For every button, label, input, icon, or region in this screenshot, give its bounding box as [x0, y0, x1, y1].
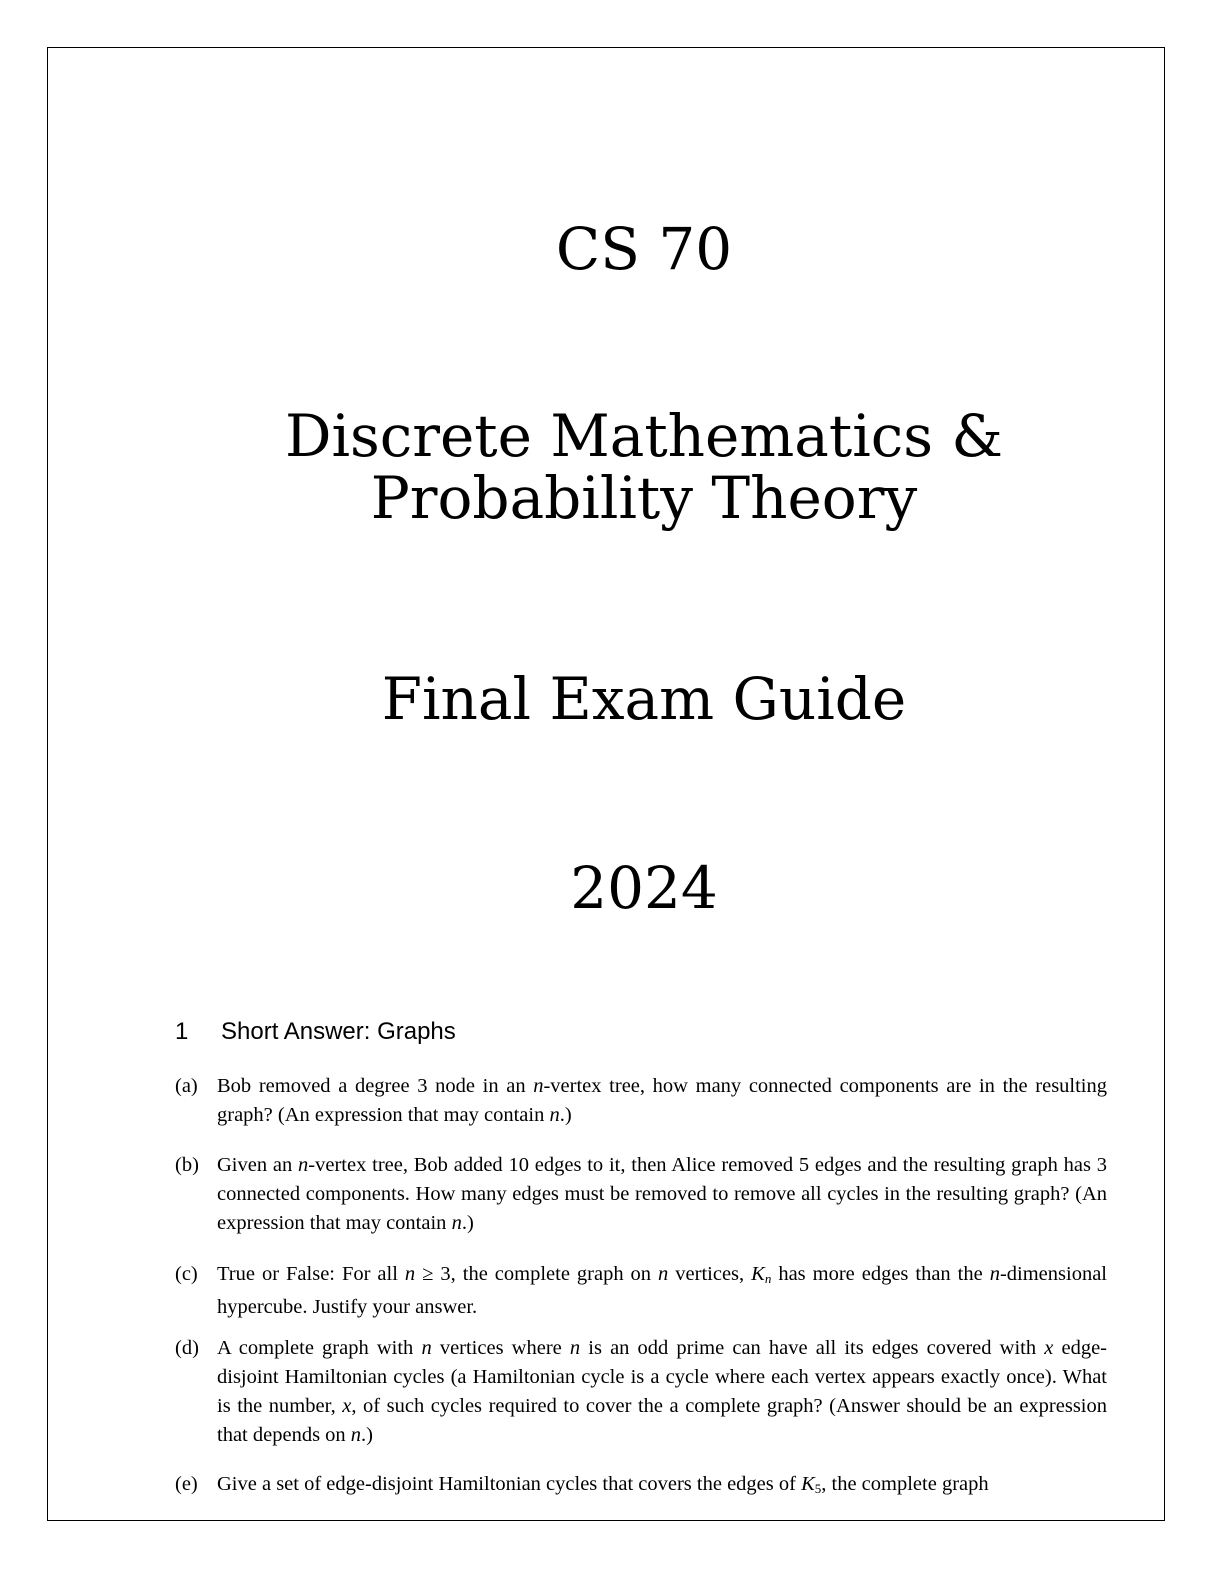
- question-label: (c): [175, 1263, 198, 1285]
- year-title: 2024: [570, 854, 718, 922]
- course-name-line-2: Probability Theory: [370, 464, 918, 532]
- section-title: Short Answer: Graphs: [221, 1018, 456, 1045]
- question-text: Give a set of edge-disjoint Hamiltonian cycles that covers the edges of $K_5$, the complete graph: [217, 1473, 989, 1496]
- question-label: (b): [175, 1154, 199, 1176]
- question-text: Bob removed a degree 3 node in an n-vertex tree, how many connected components are in the resulting graph? (An expression that may contain n.): [217, 1075, 1108, 1126]
- question-text: True or False: For all n ≥ 3, the complete graph on n vertices, $K_n$ has more edges than the n-dimensional hypercube. Justify your answer.: [217, 1263, 1107, 1318]
- question-c: [175, 1260, 1107, 1322]
- question-label: (d): [175, 1337, 199, 1359]
- question-a: [175, 1072, 1107, 1130]
- section-number: 1: [175, 1018, 189, 1045]
- section-heading: [175, 1018, 456, 1046]
- question-label: (e): [175, 1473, 198, 1495]
- course-title: CS 70: [555, 215, 733, 283]
- question-text: Given an n-vertex tree, Bob added 10 edges to it, then Alice removed 5 edges and the resulting graph has 3 connected components. How many edges must be removed to remove all cycles in the resulting graph? (An expression that may contain n.): [217, 1154, 1107, 1234]
- guide-title: Final Exam Guide: [381, 665, 907, 733]
- question-e: [175, 1470, 1107, 1503]
- question-b: [175, 1151, 1107, 1238]
- question-label: (a): [175, 1075, 198, 1097]
- course-name: [47, 402, 1224, 532]
- question-text: A complete graph with n vertices where n is an odd prime can have all its edges covered with x edge-disjoint Hamiltonian cycles (a Hamiltonian cycle is a cycle where each vertex appears exactly once). What is the number, x, of such cycles required to cover the a complete graph? (Answer should be an expression that depends on n.): [217, 1337, 1107, 1446]
- course-name-line-1: Discrete Mathematics &: [284, 402, 1004, 470]
- question-d: [175, 1334, 1107, 1450]
